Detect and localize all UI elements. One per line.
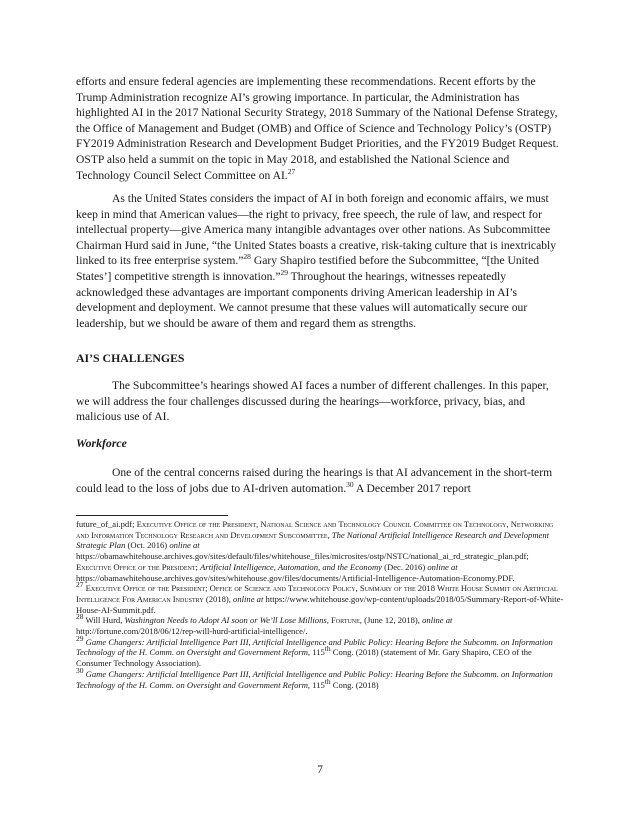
footnote-ref-27[interactable]: 27 (287, 166, 296, 176)
paragraph-american-values: As the United States considers the impact of AI in both foreign and economic affairs, we must keep in mind that American values—the right to privacy, free speech, the rule of law, and respect for intellectual property—give America many intangible advantages over other nations. As Subcommittee Chairman Hurd said in June, “the United States boasts a creative, risk-taking culture that is inextricably linked to its free enterprise system.”$^{28}$ Gary Shapiro testified before the Subcommittee, “[the United States’] competitive strength is innovation.”$^{29}$ Throughout the hearings, witnesses repeatedly acknowledged these advantages are important components driving American leadership in AI’s development and deployment. We cannot presume that these values will automatically secure our leadership, but we should be aware of them and regard them as strengths. (76, 192, 557, 330)
footnote-link[interactable]: https://www.whitehouse.gov/wp-content/uploads/2018/05/Summary-Report-of-White-House-AI-Summit.pdf. (76, 593, 564, 615)
footnote-link[interactable]: http://fortune.com/2018/06/12/rep-will-hurd-artificial-intelligence/. (76, 626, 308, 637)
paragraph-challenges: The Subcommittee’s hearings showed AI faces a number of different challenges. In this paper, we will address the four challenges discussed during the hearings—workforce, privacy, bias, and malicious use of AI. (76, 379, 549, 424)
footnote-27: 27 Executive Office of the President; Office of Science and Technology Policy, Summary of the 2018 White House Summit on Artificial Intelligence For American Industry (2018), online at https://www.whitehouse.gov/wp-content/uploads/2018/05/Summary-Report-of-White-House-AI-Summit.pdf. (76, 580, 564, 615)
footnote-ref-29[interactable]: 29 (280, 268, 288, 278)
paragraph-intro: efforts and ensure federal agencies are implementing these recommendations. Recent efforts by the Trump Administration recognize AI’s growing importance. In particular, the Administration has highlighted AI in the 2017 National Security Strategy, 2018 Summary of the National Defense Strategy, the Office of Management and Budget (OMB) and Office of Science and Technology Policy’s (OSTP) FY2019 Administration Research and Development Budget Priorities, and the FY2019 Budget Request. OSTP also held a summit on the topic in May 2018, and established the National Science and Technology Council Select Committee on AI.$^{27}$ (76, 75, 559, 182)
footnote-continued: future_of_ai.pdf; Executive Office of the President, National Science and Technology Council Committee on Technology, Networking and Information Technology Research and Development Subcommittee, The National Artificial Intelligence Research and Development Strategic Plan (Oct. 2016) online at https://obamawhitehouse.archives.gov/sites/default/files/whitehouse_files/microsites/ostp/NSTC/national_ai_rd_strategic_plan.pdf; Executive Office of the President; Artificial Intelligence, Automation, and the Economy (Dec. 2016) online at https://obamawhitehouse.archives.gov/sites/whitehouse.gov/files/documents/Artificial-Intelligence-Automation-Economy.PDF. (76, 519, 554, 583)
footnote-28: 28 Will Hurd, Washington Needs to Adopt AI soon or We’ll Lose Millions, Fortune, (June 12, 2018), online at http://fortune.com/2018/06/12/rep-will-hurd-artificial-intelligence/. (76, 612, 453, 637)
footnote-divider (76, 515, 228, 516)
footnote-29: 29 Game Changers: Artificial Intelligence Part III, Artificial Intelligence and Public Policy: Hearing Before the Subcomm. on Information Technology of the H. Comm. on Oversight and Government Reform, 115th Cong. (2018) (statement of Mr. Gary Shapiro, CEO of the Consumer Technology Association). (76, 633, 553, 669)
footnotes (76, 519, 566, 690)
footnote-link[interactable]: https://obamawhitehouse.archives.gov/sites/default/files/whitehouse_files/microsites/ostp/NSTC/national_ai_rd_strategic_plan.pdf; (76, 551, 529, 562)
footnote-ref-30[interactable]: 30 (346, 479, 354, 489)
footnote-30: 30 Game Changers: Artificial Intelligence Part III, Artificial Intelligence and Public Policy: Hearing Before the Subcomm. on Information Technology of the H. Comm. on Oversight and Government Reform, 115th Cong. (2018) (76, 665, 553, 690)
footnote-ref-28[interactable]: 28 (243, 252, 251, 262)
heading-ai-challenges: AI’S CHALLENGES (76, 351, 185, 365)
footnote-link[interactable]: https://obamawhitehouse.archives.gov/sites/whitehouse.gov/files/documents/Artificial-Intelligence-Automation-Economy.PDF. (76, 572, 515, 583)
heading-workforce: Workforce (76, 436, 127, 450)
page-number: 7 (317, 763, 323, 776)
paragraph-workforce: One of the central concerns raised during the hearings is that AI advancement in the short-term could lead to the loss of jobs due to AI-driven automation.$^{30}$ A December 2017 report (76, 466, 553, 495)
